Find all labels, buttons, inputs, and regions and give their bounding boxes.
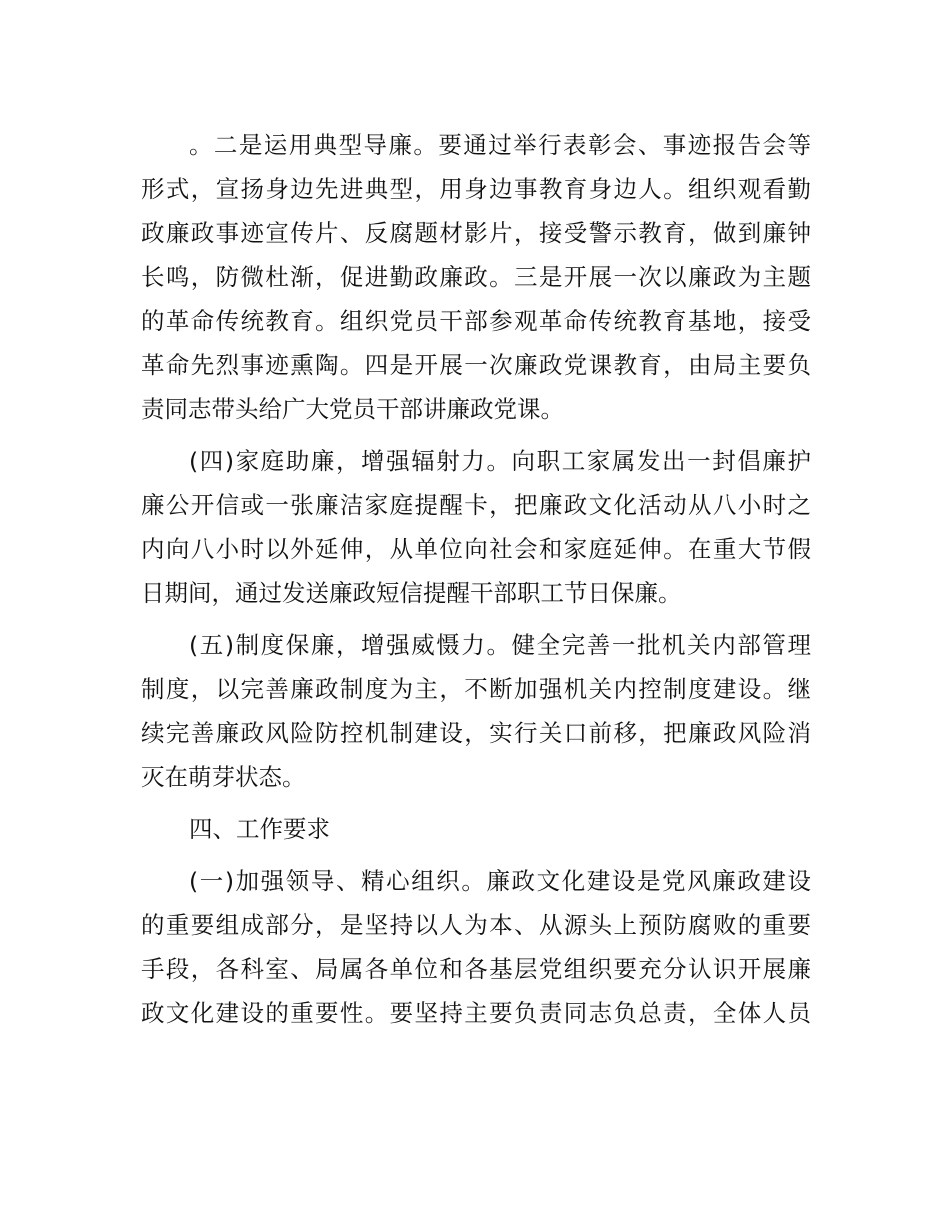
paragraph-typical-example — [141, 123, 811, 431]
paragraph-gap — [141, 431, 811, 439]
section-heading-work-requirements — [141, 807, 811, 851]
text-line: 日期间，通过发送廉政短信提醒干部职工节日保廉。 — [141, 579, 682, 607]
text-line: 续完善廉政风险防控机制建设，实行关口前移，把廉政风险消 — [141, 719, 811, 747]
text-line: 长鸣，防微杜渐，促进勤政廉政。三是开展一次以廉政为主题 — [141, 263, 811, 291]
text-line: 内向八小时以外延伸，从单位向社会和家庭延伸。在重大节假 — [141, 535, 811, 563]
text-line: 廉公开信或一张廉洁家庭提醒卡，把廉政文化活动从八小时之 — [141, 491, 811, 519]
text-line: 制度，以完善廉政制度为主，不断加强机关内控制度建设。继 — [141, 675, 811, 703]
paragraph-institutional-integrity — [141, 623, 811, 799]
text-line: (五)制度保廉，增强威慑力。健全完善一批机关内部管理 — [189, 631, 811, 659]
text-line: 政文化建设的重要性。要坚持主要负责同志负总责，全体人员 — [141, 999, 811, 1027]
section-heading: 四、工作要求 — [189, 815, 330, 843]
paragraph-family-integrity — [141, 439, 811, 615]
paragraph-gap — [141, 851, 811, 859]
text-line: 。二是运用典型导廉。要通过举行表彰会、事迹报告会等 — [189, 131, 811, 159]
text-line: 政廉政事迹宣传片、反腐题材影片，接受警示教育，做到廉钟 — [141, 219, 811, 247]
text-line: 手段，各科室、局属各单位和各基层党组织要充分认识开展廉 — [141, 955, 811, 983]
text-line: (一)加强领导、精心组织。廉政文化建设是党风廉政建设 — [189, 867, 811, 895]
text-line: 灭在萌芽状态。 — [141, 763, 306, 791]
text-line: 的革命传统教育。组织党员干部参观革命传统教育基地，接受 — [141, 307, 811, 335]
text-line: 形式，宣扬身边先进典型，用身边事教育身边人。组织观看勤 — [141, 175, 811, 203]
text-line: 革命先烈事迹熏陶。四是开展一次廉政党课教育，由局主要负 — [141, 351, 811, 379]
document-body — [141, 123, 811, 1035]
text-line: (四)家庭助廉，增强辐射力。向职工家属发出一封倡廉护 — [189, 447, 811, 475]
text-line: 责同志带头给广大党员干部讲廉政党课。 — [141, 395, 564, 423]
paragraph-gap — [141, 799, 811, 807]
paragraph-leadership-organization — [141, 859, 811, 1035]
text-line: 的重要组成部分，是坚持以人为本、从源头上预防腐败的重要 — [141, 911, 811, 939]
paragraph-gap — [141, 615, 811, 623]
